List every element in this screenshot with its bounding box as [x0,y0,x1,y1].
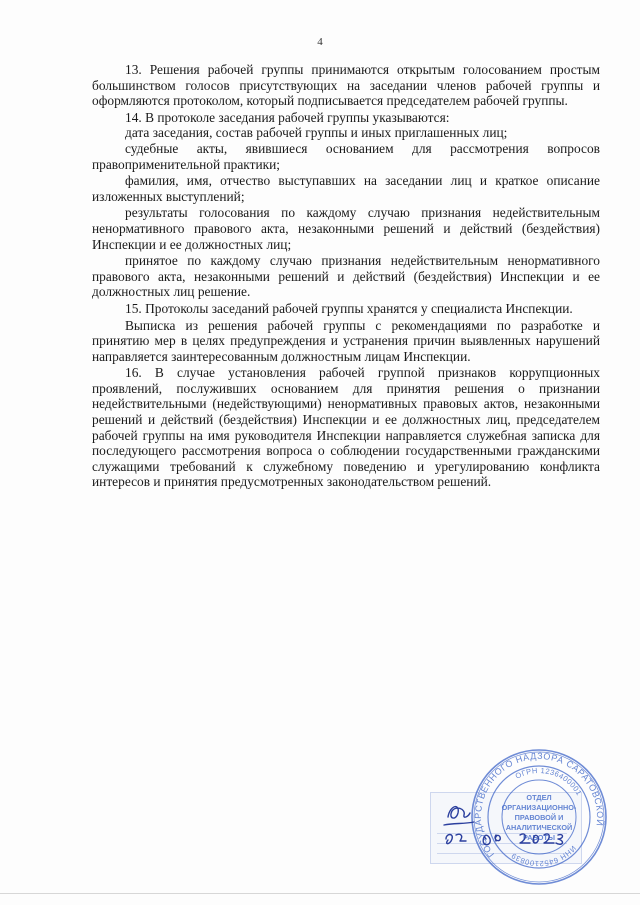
signature-underline [444,822,474,825]
stamp-inn-text: ИНН 6452100839 [509,843,578,869]
protocol-item-voting: результаты голосования по каждому случаю признания недействительным ненормативного правового акта, незаконными решений и действий (бездействия) Инспекции и ее должностных лиц; [92,205,600,252]
stamp-center-line-5: РАБОТЫ [522,833,556,842]
stamp-center-line-1: ОТДЕЛ [526,793,552,802]
page-number: 4 [317,36,323,48]
stamp-center-line-2: ОРГАНИЗАЦИОННО- [501,803,577,812]
stamp-center-line-3: ПРАВОВОЙ И [514,813,564,822]
protocol-item-decision: принятое по каждому случаю признания недействительным ненормативного правового акта, незаконными решений и действий (бездействия) Инспекции и ее должностных лиц решение. [92,253,600,300]
protocol-item-court-acts: судебные акты, явившиеся основанием для рассмотрения вопросов правоприменительной практики; [92,140,600,172]
date-day-handwritten [446,834,466,843]
scan-edge-line [0,893,640,894]
date-year-handwritten [520,834,563,844]
date-month-handwritten [483,835,500,845]
paragraph-excerpt: Выписка из решения рабочей группы с рекомендациями по разработке и принятию мер в целях предупреждения и устранения причин выявленных нарушений направляется заинтересованным должностным лицам Инспекции. [92,317,600,364]
document-body [92,62,600,491]
paragraph-15: 15. Протоколы заседаний рабочей группы хранятся у специалиста Инспекции. [125,300,573,316]
stamp-ogrn-text: ОГРН 1236400001 [513,765,584,798]
signature-stroke [448,807,470,818]
protocol-item-speakers: фамилия, имя, отчество выступавших на заседании лиц и краткое описание изложенных выступлений; [92,173,600,204]
handwritten-signature-and-date [440,795,580,855]
stamp-center-line-4: АНАЛИТИЧЕСКОЙ [505,823,573,832]
stamp-outer-text: ГОСУДАРСТВЕННОГО НАДЗОРА САРАТОВСКОЙ [472,750,606,860]
paragraph-14-heading: 14. В протоколе заседания рабочей группы указываются: [125,109,450,125]
paragraph-16: 16. В случае установления рабочей группой признаков коррупционных проявлений, послуживших основанием для принятия решения о признании недействительными (недействующими) ненормативных правовых актов, незаконными решений и действий (бездействия) Инспекции и ее должностных лиц, председателем рабочей группы на имя руководителя Инспекции направляется служебная записка для последующего рассмотрения вопроса о соблюдении государственными гражданскими служащими требований к служебному поведению и урегулированию конфликта интересов и принятия предусмотренных законодательством решений. [92,365,600,490]
protocol-item-date: дата заседания, состав рабочей группы и иных приглашенных лиц; [125,125,508,141]
paragraph-13: 13. Решения рабочей группы принимаются открытым голосованием простым большинством голосов присутствующих на заседании членов рабочей группы и оформляются протоколом, который подписывается председателем рабочей группы. [92,62,600,109]
